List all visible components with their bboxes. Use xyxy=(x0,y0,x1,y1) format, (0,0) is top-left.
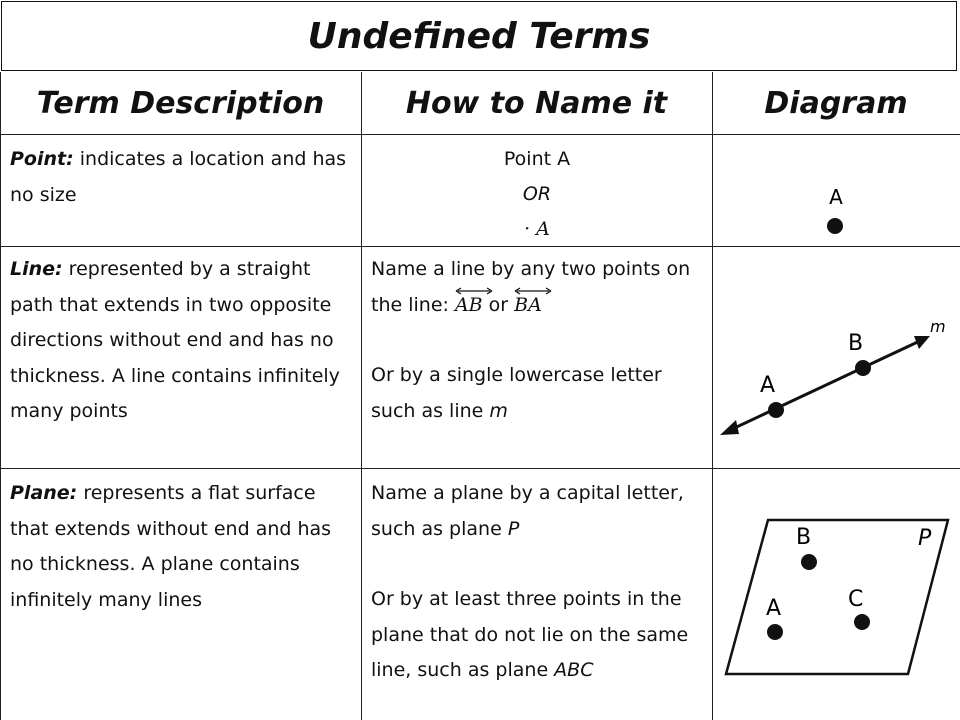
line-description xyxy=(10,252,358,430)
plane-label-c: C xyxy=(848,587,864,612)
table-border-left xyxy=(0,72,1,720)
plane-point-a xyxy=(767,624,783,640)
header-term-description: Term Description xyxy=(36,85,325,121)
plane-term: Plane: xyxy=(10,482,78,504)
column-divider xyxy=(361,72,362,720)
point-a-dot xyxy=(827,218,843,234)
point-name-dot-notation: · A xyxy=(524,218,550,240)
point-diagram-label-a: A xyxy=(829,185,843,209)
plane-label-b: B xyxy=(796,525,812,550)
line-point-b xyxy=(855,360,871,376)
line-m xyxy=(726,339,924,432)
point-term: Point: xyxy=(10,148,74,170)
line-name-lowercase: Or by a single lowercase letter such as line xyxy=(371,364,662,422)
line-name-m: m xyxy=(489,399,508,422)
plane-point-c xyxy=(854,614,870,630)
page-title xyxy=(1,1,957,71)
line-name-ba: BA xyxy=(514,288,542,324)
line-naming xyxy=(371,252,703,429)
header-diagram: Diagram xyxy=(764,85,908,121)
line-diagram xyxy=(712,246,960,468)
line-name-or: or xyxy=(482,293,515,316)
point-naming xyxy=(371,142,703,247)
plane-naming xyxy=(371,476,703,689)
line-label-b: B xyxy=(848,331,864,356)
line-term: Line: xyxy=(10,258,63,280)
plane-label-a: A xyxy=(766,596,782,621)
line-point-a xyxy=(768,402,784,418)
line-name-ab: AB xyxy=(455,288,483,324)
line-label-m: m xyxy=(930,317,946,336)
plane-description xyxy=(10,476,358,618)
point-diagram xyxy=(712,134,956,246)
line-label-a: A xyxy=(760,373,776,398)
plane-diagram xyxy=(712,468,960,720)
terms-table xyxy=(0,72,960,720)
plane-name-three-points: Or by at least three points in the plane that do not lie on the same line, such as plane xyxy=(371,588,689,681)
arrowhead-left-icon xyxy=(720,420,739,435)
plane-name-capital: Name a plane by a capital letter, such as plane xyxy=(371,482,684,540)
title-text: Undefined Terms xyxy=(307,15,651,57)
header-how-to-name: How to Name it xyxy=(405,85,668,121)
double-arrow-icon xyxy=(455,286,493,296)
plane-name-p: P xyxy=(507,517,520,540)
plane-point-b xyxy=(801,554,817,570)
line-description-text: represented by a straight path that extends in two opposite directions without end and has no thickness. A line contains infinitely many points xyxy=(10,258,340,422)
plane-name-abc: ABC xyxy=(554,659,594,681)
plane-label-p: P xyxy=(918,526,932,551)
double-arrow-icon xyxy=(514,286,552,296)
point-description-text: indicates a location and has no size xyxy=(10,148,347,206)
plane-description-text: represents a flat surface that extends without end and has no thickness. A plane contains infinitely many lines xyxy=(10,482,332,611)
point-description xyxy=(10,142,358,213)
point-name-line-1: Point A xyxy=(503,148,571,170)
line-name-prefix: Name a line by any two points on the line: xyxy=(371,258,691,316)
point-name-or: OR xyxy=(522,183,552,205)
plane-p-shape xyxy=(726,520,948,674)
